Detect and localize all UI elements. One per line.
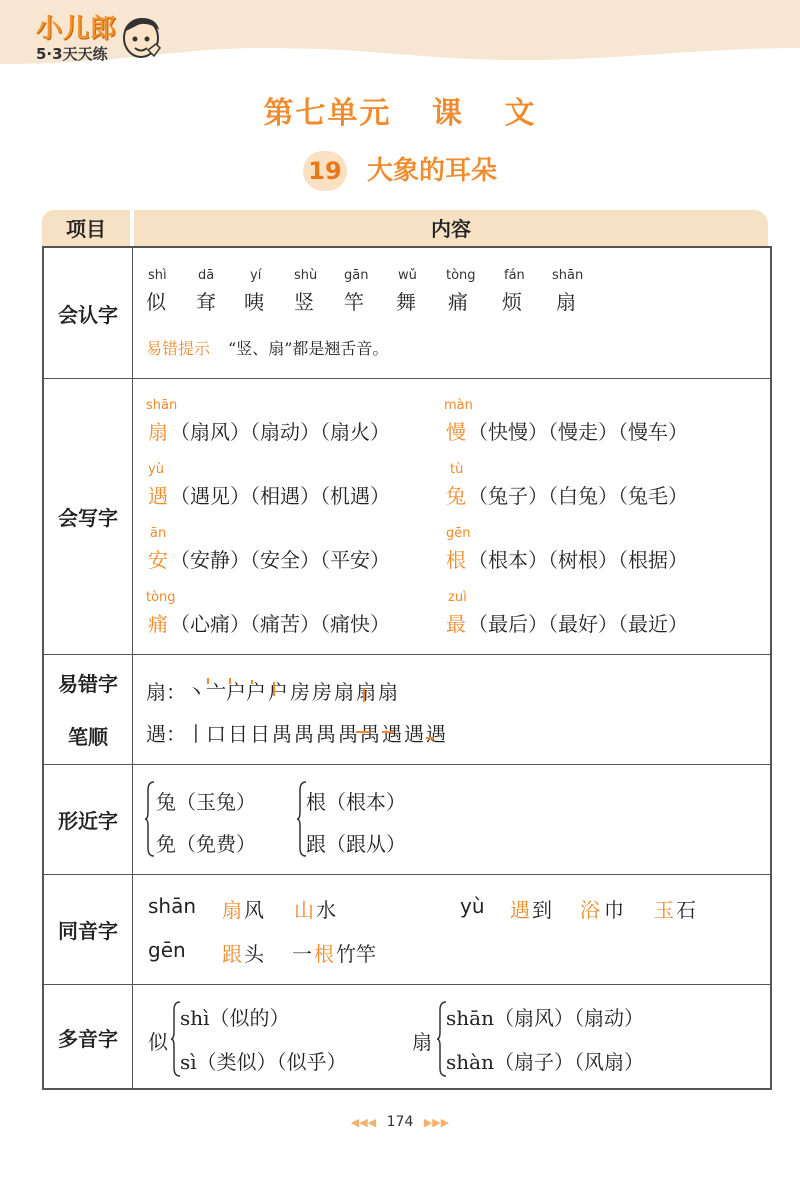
row-label: 会写字 [44, 378, 133, 654]
next-arrows-icon: ▶▶▶ [423, 1116, 450, 1129]
stroke-step: 日 [228, 722, 248, 746]
write-words: （兔子）（白兔）（兔毛） [468, 484, 688, 508]
unit-title [0, 88, 800, 132]
write-char: 痛 [148, 612, 168, 636]
table-header-item: 项目 [42, 210, 130, 246]
stroke-step: 房 [312, 680, 332, 704]
write-words: （心痛）（痛苦）（痛快） [170, 612, 390, 636]
write-words: （扇风）（扇动）（扇火） [170, 420, 390, 444]
stroke-step: 扇 [378, 680, 398, 704]
row-label: 同音字 [44, 874, 133, 984]
polyphone-reading: shàn（扇子）（风扇） [446, 1050, 644, 1074]
stroke-step: 户 [226, 680, 246, 704]
pinyin: ān [150, 526, 167, 541]
stroke-step: 房 [290, 680, 310, 704]
write-char: 扇 [148, 420, 168, 444]
homophone-pinyin: yù [460, 894, 485, 918]
char: 扇 [556, 290, 576, 314]
stroke-step: 禺 [316, 722, 336, 746]
unit-title-part1: 第七单元 [263, 96, 392, 131]
table-row-stroke-order [44, 654, 770, 765]
brand-name: 小儿郎 [36, 14, 118, 44]
pinyin: shù [294, 268, 318, 283]
stroke-step: 禺 [294, 722, 314, 746]
pinyin: gēn [446, 526, 471, 541]
polyphone-reading: sì（类似）（似乎） [180, 1050, 347, 1074]
error-hint [146, 336, 388, 359]
stroke-step: 遇 [426, 722, 446, 746]
pinyin: shān [146, 398, 178, 413]
stroke-step: 日 [250, 722, 270, 746]
table-row-recognize [44, 248, 770, 379]
polyphone-char: 扇 [412, 1030, 432, 1054]
brace-icon [144, 780, 156, 858]
write-words: （最后）（最好）（最近） [468, 612, 688, 636]
write-words: （安静）（安全）（平安） [170, 548, 390, 572]
char: 似 [146, 290, 166, 314]
pinyin: yí [250, 268, 262, 283]
pinyin: tòng [146, 590, 176, 605]
stroke-char: 遇： [146, 722, 186, 746]
stroke-step: 禺 [272, 722, 292, 746]
stroke-step: 丶 [186, 680, 206, 704]
homophone-pinyin: shān [148, 894, 197, 918]
write-char: 遇 [148, 484, 168, 508]
unit-title-part3: 文 [504, 96, 537, 131]
pinyin: fán [504, 268, 525, 283]
similar-word: 免（免费） [156, 832, 256, 856]
write-char: 根 [446, 548, 466, 572]
char: 舞 [396, 290, 416, 314]
pinyin: tù [450, 462, 464, 477]
series-name: 5·3天天练 [36, 45, 108, 63]
homophone-char: 山 [294, 898, 314, 922]
mascot-boy-icon [118, 10, 164, 64]
homophone-rest: 石 [676, 898, 696, 922]
table-row-homophone [44, 874, 770, 985]
homophone-pinyin: gēn [148, 938, 186, 962]
page-number: 174 [386, 1114, 414, 1130]
stroke-highlight-marks [204, 678, 434, 758]
pinyin: yù [148, 462, 164, 477]
pinyin: wǔ [398, 268, 417, 283]
similar-word: 跟（跟从） [306, 832, 406, 856]
homophone-rest: 头 [244, 942, 264, 966]
pinyin: dā [198, 268, 215, 283]
stroke-cell [134, 654, 770, 764]
prev-arrows-icon: ◀◀◀ [350, 1116, 377, 1129]
write-char: 安 [148, 548, 168, 572]
homophone-rest: 水 [316, 898, 336, 922]
write-cell [134, 378, 770, 654]
homophone-char: 浴 [580, 898, 600, 922]
char: 竖 [294, 290, 314, 314]
stroke-step: 遇 [404, 722, 424, 746]
homophone-rest: 竹竿 [336, 942, 376, 966]
pinyin: shān [552, 268, 584, 283]
error-hint-tag: 易错提示 [146, 339, 211, 358]
stroke-step: 禺 [338, 722, 358, 746]
char: 竿 [344, 290, 364, 314]
content-table [42, 246, 772, 1090]
similar-word: 兔（玉兔） [156, 790, 256, 814]
stroke-step: 户 [268, 680, 288, 704]
stroke-step: 禺 [360, 722, 380, 746]
polyphone-char: 似 [148, 1030, 168, 1054]
pinyin: tòng [446, 268, 476, 283]
homophone-char: 根 [314, 942, 334, 966]
row-label: 易错字 笔顺 [44, 654, 133, 764]
write-char: 最 [446, 612, 466, 636]
table-row-write [44, 378, 770, 655]
recognize-cell [134, 248, 770, 378]
pinyin: zuì [448, 590, 467, 605]
char: 烦 [502, 290, 522, 314]
table-row-polyphone [44, 984, 770, 1090]
table-header-content: 内容 [134, 210, 768, 246]
polyphone-cell [134, 984, 770, 1090]
homophone-rest: 巾 [604, 898, 624, 922]
brand-logo [36, 8, 117, 64]
write-words: （根本）（树根）（根据） [468, 548, 688, 572]
table-row-similar [44, 764, 770, 875]
write-words: （遇见）（相遇）（机遇） [170, 484, 390, 508]
homophone-char: 遇 [510, 898, 530, 922]
row-label: 形近字 [44, 764, 133, 874]
char: 咦 [244, 290, 264, 314]
row-label: 会认字 [44, 248, 133, 378]
write-char: 兔 [446, 484, 466, 508]
error-hint-text: “竖、扇”都是翘舌音。 [228, 339, 389, 358]
homophone-cell [134, 874, 770, 984]
row-label: 多音字 [44, 984, 133, 1090]
pinyin: gān [344, 268, 369, 283]
lesson-number-badge: 19 [303, 151, 347, 191]
stroke-step: 扇 [356, 680, 376, 704]
stroke-char: 扇： [146, 680, 186, 704]
homophone-char: 扇 [222, 898, 242, 922]
homophone-rest: 一 [292, 942, 312, 966]
stroke-step: 亠 [206, 680, 226, 704]
char: 耷 [196, 290, 216, 314]
homophone-char: 跟 [222, 942, 242, 966]
page-footer [0, 1114, 800, 1130]
char: 痛 [448, 290, 468, 314]
stroke-step: 扇 [334, 680, 354, 704]
similar-cell [134, 764, 770, 874]
pinyin: shì [148, 268, 167, 283]
stroke-step: 口 [206, 722, 226, 746]
homophone-rest: 风 [244, 898, 264, 922]
pinyin: màn [444, 398, 473, 413]
unit-title-part2: 课 [432, 96, 464, 131]
write-words: （快慢）（慢走）（慢车） [468, 420, 688, 444]
stroke-step: 户 [246, 680, 266, 704]
lesson-name: 大象的耳朵 [366, 156, 497, 186]
lesson-title [0, 150, 800, 191]
stroke-step: 遇 [382, 722, 402, 746]
polyphone-reading: shān（扇风）（扇动） [446, 1006, 644, 1030]
write-char: 慢 [446, 420, 466, 444]
homophone-char: 玉 [654, 898, 674, 922]
polyphone-reading: shì（似的） [180, 1006, 290, 1030]
similar-word: 根（根本） [306, 790, 406, 814]
stroke-step: 丨 [186, 722, 206, 746]
homophone-rest: 到 [532, 898, 552, 922]
